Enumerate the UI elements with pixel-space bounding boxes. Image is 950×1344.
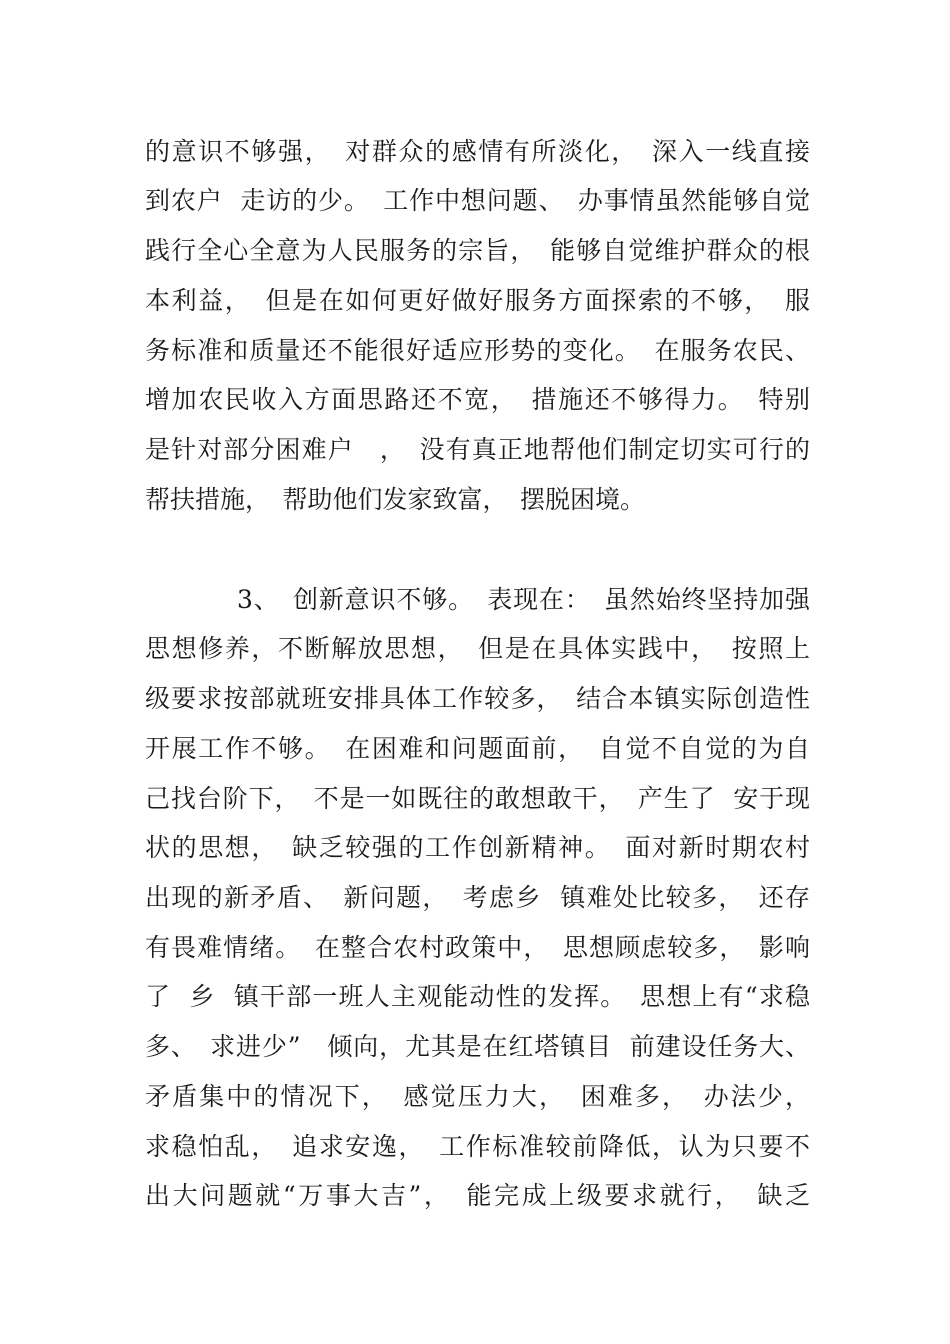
paragraph-line: 求稳怕乱， 追求安逸， 工作标准较前降低，认为只要不 (145, 1132, 810, 1161)
paragraph-line: 务标准和质量还不能很好适应形势的变化。 在服务农民、 (145, 336, 810, 365)
paragraph-line: 矛盾集中的情况下， 感觉压力大， 困难多， 办法少， (145, 1082, 810, 1111)
paragraph-line: 出现的新矛盾、 新问题， 考虑乡 镇难处比较多， 还存 (145, 883, 810, 912)
paragraph-line: 多、 求进少” 倾向，尤其是在红塔镇目 前建设任务大、 (145, 1032, 810, 1061)
paragraph-line: 3、 创新意识不够。 表现在： 虽然始终坚持加强 (237, 585, 810, 614)
paragraph-line: 己找台阶下， 不是一如既往的敢想敢干， 产生了 安于现 (145, 784, 810, 813)
paragraph-line: 状的思想， 缺乏较强的工作创新精神。 面对新时期农村 (145, 833, 810, 862)
paragraph-line: 本利益， 但是在如何更好做好服务方面探索的不够， 服 (145, 286, 810, 315)
paragraph-line: 开展工作不够。 在困难和问题面前， 自觉不自觉的为自 (145, 734, 810, 763)
paragraph-line: 级要求按部就班安排具体工作较多， 结合本镇实际创造性 (145, 684, 810, 713)
paragraph-line: 践行全心全意为人民服务的宗旨， 能够自觉维护群众的根 (145, 236, 810, 265)
paragraph-line: 是针对部分困难户 ， 没有真正地帮他们制定切实可行的 (145, 435, 810, 464)
paragraph-line: 出大问题就“万事大吉”， 能完成上级要求就行， 缺乏 (145, 1181, 810, 1210)
paragraph-line: 增加农民收入方面思路还不宽， 措施还不够得力。 特别 (145, 385, 810, 414)
paragraph-line: 了 乡 镇干部一班人主观能动性的发挥。 思想上有“求稳 (145, 982, 810, 1011)
paragraph-line: 到农户 走访的少。 工作中想问题、 办事情虽然能够自觉 (145, 186, 810, 215)
paragraph-line: 思想修养，不断解放思想， 但是在具体实践中， 按照上 (145, 634, 810, 663)
paragraph-line: 有畏难情绪。 在整合农村政策中， 思想顾虑较多， 影响 (145, 933, 810, 962)
paragraph-line: 帮扶措施， 帮助他们发家致富， 摆脱困境。 (145, 485, 646, 514)
paragraph-line: 的意识不够强， 对群众的感情有所淡化， 深入一线直接 (145, 137, 810, 166)
